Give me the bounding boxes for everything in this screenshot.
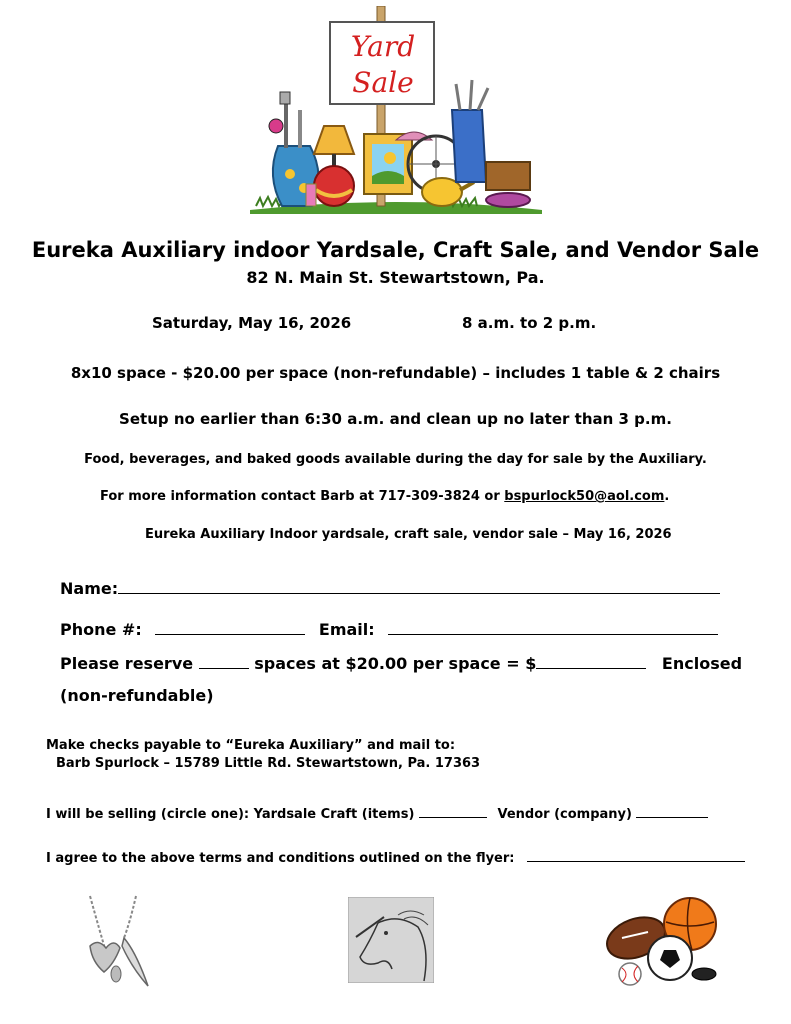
reserve-price-label: spaces at $20.00 per space = $ — [254, 654, 537, 673]
vendor-company-field[interactable] — [636, 805, 708, 818]
phone-label: Phone #: — [60, 620, 142, 639]
sign-text-yard: Yard — [350, 30, 416, 63]
name-label: Name: — [60, 579, 119, 598]
yard-sale-illustration — [246, 6, 546, 214]
agreement-label: I agree to the above terms and conditions outlined on the flyer: — [46, 851, 515, 866]
signature-field[interactable] — [527, 849, 745, 862]
contact-suffix: . — [664, 489, 670, 504]
event-time: 8 a.m. to 2 p.m. — [462, 314, 597, 332]
food-notice: Food, beverages, and baked goods available during the day for sale by the Auxiliary. — [84, 452, 707, 467]
name-field[interactable] — [118, 578, 720, 594]
name-row — [60, 578, 720, 598]
enclosed-label: Enclosed — [661, 654, 743, 673]
selling-label: I will be selling (circle one): Yardsale Craft (items) — [46, 807, 415, 822]
craft-items-field[interactable] — [419, 805, 487, 818]
mailing-address: Barb Spurlock – 15789 Little Rd. Stewartstown, Pa. 17363 — [56, 756, 481, 771]
reserve-label: Please reserve — [60, 654, 194, 673]
sports-balls-image — [600, 894, 720, 990]
agreement-row — [46, 849, 745, 866]
unicorn-sketch-image — [348, 897, 434, 983]
phone-email-row — [60, 619, 718, 639]
spaces-count-field[interactable] — [199, 653, 249, 669]
sign-text-sale: Sale — [352, 66, 414, 99]
checks-instructions: Make checks payable to “Eureka Auxiliary” and mail to: — [46, 738, 456, 753]
space-pricing: 8x10 space - $20.00 per space (non-refundable) – includes 1 table & 2 chairs — [70, 364, 721, 382]
contact-text: For more information contact Barb at 717-309-3824 or — [100, 489, 505, 504]
form-summary: Eureka Auxiliary Indoor yardsale, craft sale, vendor sale – May 16, 2026 — [145, 527, 672, 542]
page-title: Eureka Auxiliary indoor Yardsale, Craft Sale, and Vendor Sale — [31, 238, 760, 262]
phone-field[interactable] — [155, 619, 305, 635]
amount-field[interactable] — [536, 653, 646, 669]
email-label: Email: — [318, 620, 375, 639]
email-field[interactable] — [388, 619, 718, 635]
event-address: 82 N. Main St. Stewartstown, Pa. — [246, 268, 545, 287]
nonrefundable-note: (non-refundable) — [60, 686, 214, 705]
vendor-label: Vendor (company) — [497, 807, 632, 822]
contact-info — [100, 489, 669, 504]
selling-row — [46, 805, 708, 822]
event-date: Saturday, May 16, 2026 — [152, 314, 352, 332]
setup-times: Setup no earlier than 6:30 a.m. and clean up no later than 3 p.m. — [119, 410, 672, 428]
reserve-row — [60, 653, 742, 673]
contact-email-link[interactable]: bspurlock50@aol.com — [504, 489, 665, 504]
jewelry-image — [70, 892, 160, 992]
